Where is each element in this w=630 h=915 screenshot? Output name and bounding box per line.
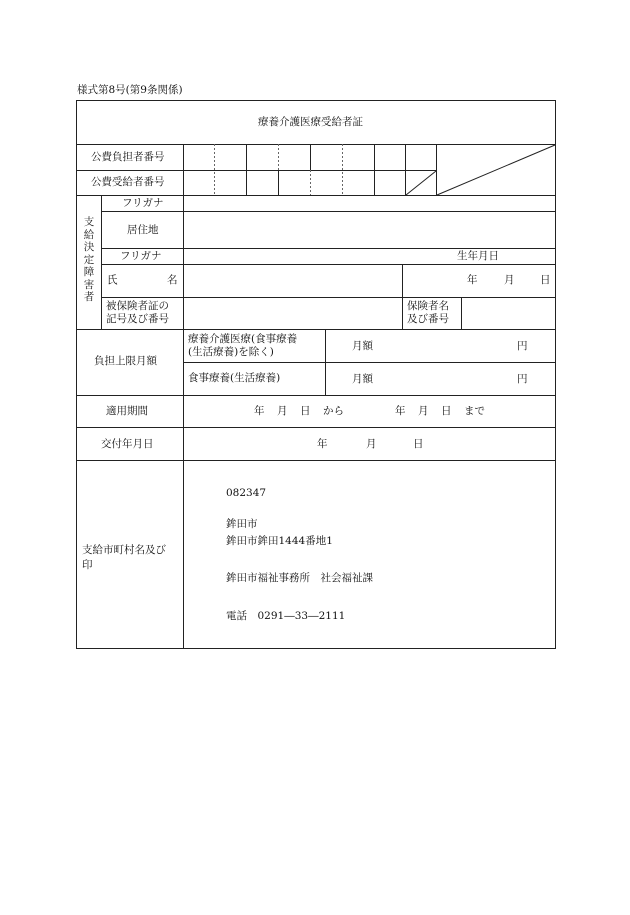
birthdate-label: 生年月日 [457,250,499,262]
birth-month-label: 月 [504,274,515,286]
issue-month: 月 [366,438,377,450]
period-day-2: 日 [441,405,452,417]
period-month-1: 月 [277,405,288,417]
furigana-label-name: フリガナ [120,250,162,262]
period-from: から [323,405,344,417]
yen-label-1: 円 [517,340,528,352]
form-title: 療養介護医療受給者証 [258,116,363,128]
payer-number-label: 公費負担者番号 [91,151,165,163]
limit-item-meal: 食事療養(生活療養) [188,372,281,384]
name-label-1: 氏 [107,274,118,286]
birth-day-label: 日 [540,274,551,286]
name-label-2: 名 [167,274,178,286]
period-year-2: 年 [395,405,406,417]
limit-label: 負担上限月額 [94,355,157,367]
form-reference: 様式第8号(第9条関係) [77,84,183,96]
yen-label-2: 円 [517,373,528,385]
period-label: 適用期間 [106,405,148,417]
period-day-1: 日 [300,405,311,417]
period-year-1: 年 [254,405,265,417]
furigana-label-address: フリガナ [122,197,164,209]
municipality-office: 鉾田市福祉事務所 社会福祉課 [226,572,373,584]
issue-day: 日 [413,438,424,450]
municipality-address: 鉾田市鉾田1444番地1 [226,535,333,547]
address-label: 居住地 [127,224,159,236]
municipality-phone: 電話 0291―33―2111 [226,610,346,622]
birth-year-label: 年 [467,274,478,286]
issue-year: 年 [317,438,328,450]
insurance-cert-label: 被保険者証の 記号及び番号 [106,300,169,325]
limit-item-medical: 療養介護医療(食事療養 (生活療養)を除く) [188,333,298,358]
municipality-postal: 082347 [226,487,267,499]
municipality-label: 支給市町村名及び 印 [82,544,166,571]
recipient-number-label: 公費受給者番号 [91,176,165,188]
support-recipient-group-label: 支 給 決 定 障 害 者 [83,216,95,303]
monthly-label-1: 月額 [352,340,373,352]
insurer-label: 保険者名 及び番号 [407,300,449,325]
monthly-label-2: 月額 [352,373,373,385]
period-month-2: 月 [418,405,429,417]
period-to: まで [464,405,485,417]
municipality-city: 鉾田市 [226,518,258,530]
issue-date-label: 交付年月日 [101,438,154,450]
